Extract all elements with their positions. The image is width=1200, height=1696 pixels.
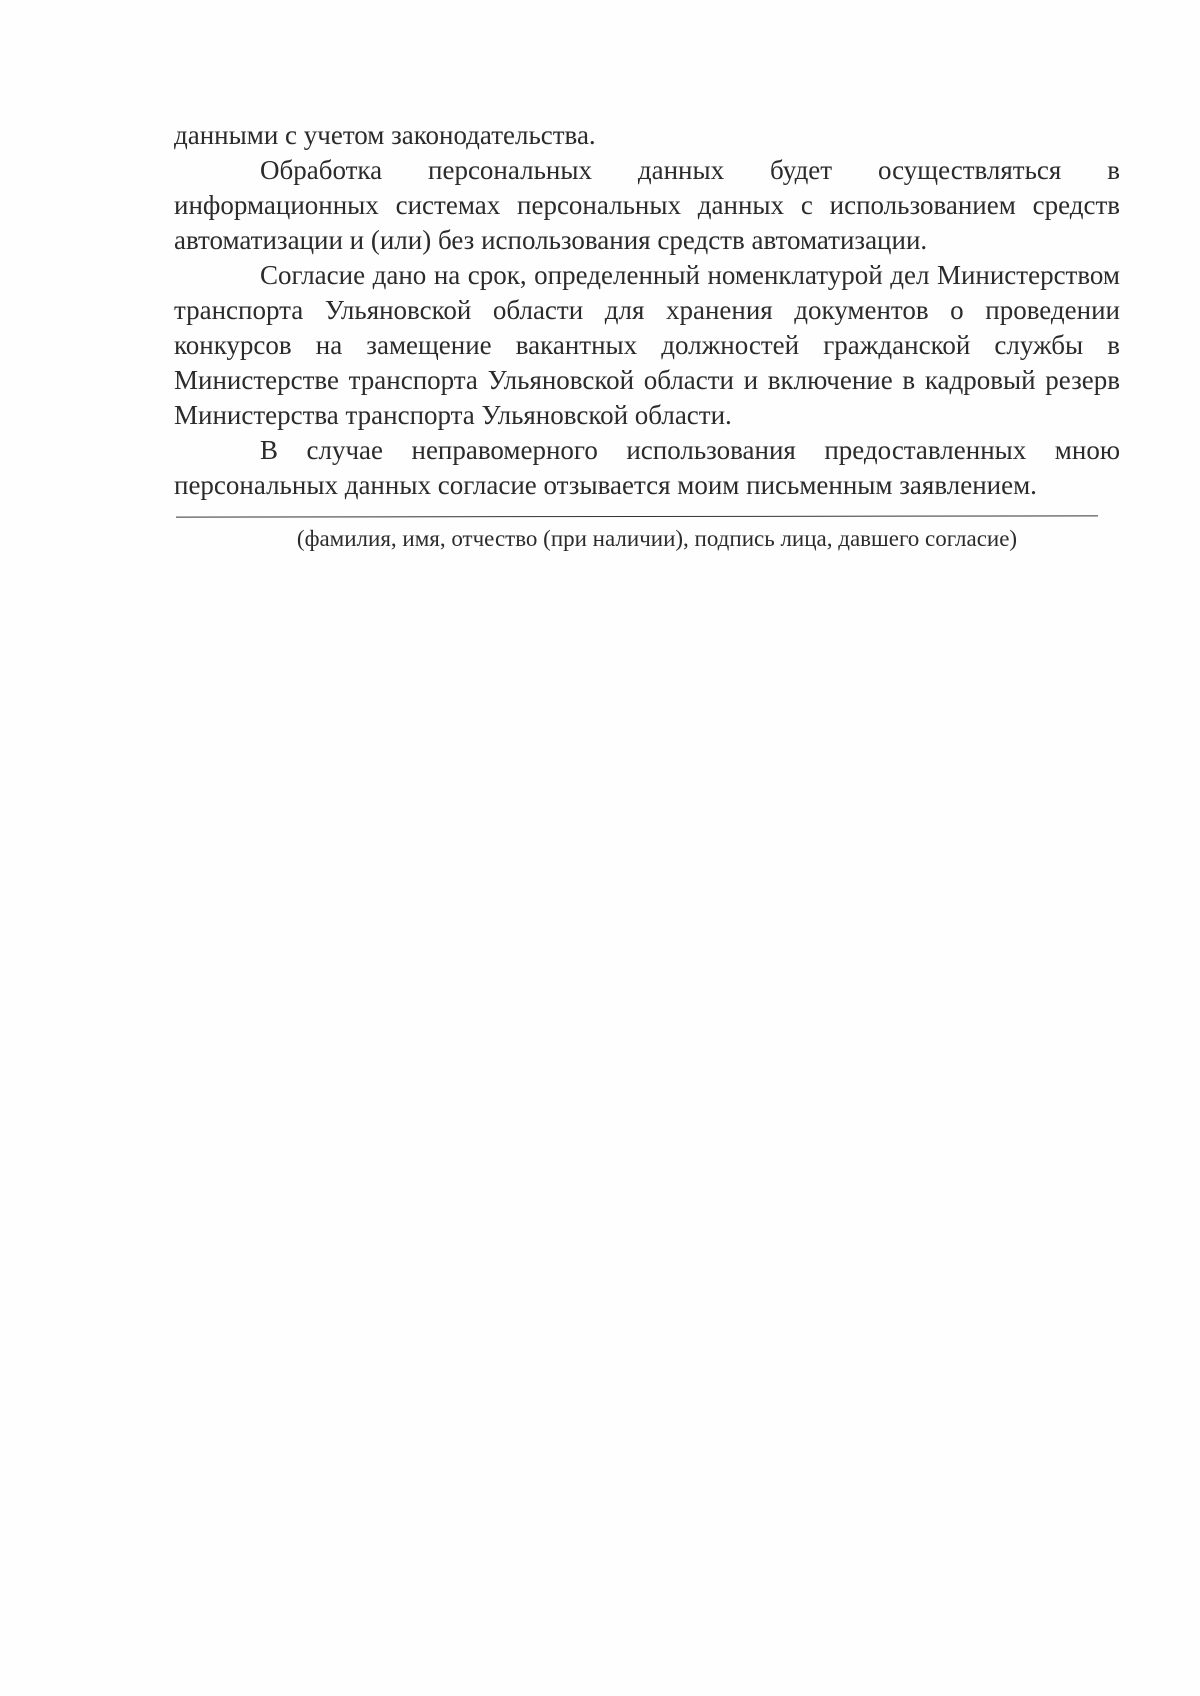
document-body xyxy=(174,118,1120,503)
signature-block xyxy=(176,516,1098,553)
signature-caption: (фамилия, имя, отчество (при наличии), подпись лица, давшего согласие) xyxy=(296,526,1018,551)
signature-line xyxy=(176,515,1098,517)
paragraph-consent-term: Согласие дано на срок, определенный номенклатурой дел Министерством транспорта Ульяновской области для хранения документов о проведении конкурсов на замещение вакантных должностей гражданской службы в Министерстве транспорта Ульяновской области и включение в кадровый резерв Министерства транспорта Ульяновской области. xyxy=(174,260,1120,430)
paragraph-continuation: данными с учетом законодательства. xyxy=(174,120,596,150)
paragraph-revocation: В случае неправомерного использования предоставленных мною персональных данных согласие отзывается моим письменным заявлением. xyxy=(174,435,1120,500)
paragraph-processing: Обработка персональных данных будет осуществляться в информационных системах персональных данных с использованием средств автоматизации и (или) без использования средств автоматизации. xyxy=(174,155,1120,255)
